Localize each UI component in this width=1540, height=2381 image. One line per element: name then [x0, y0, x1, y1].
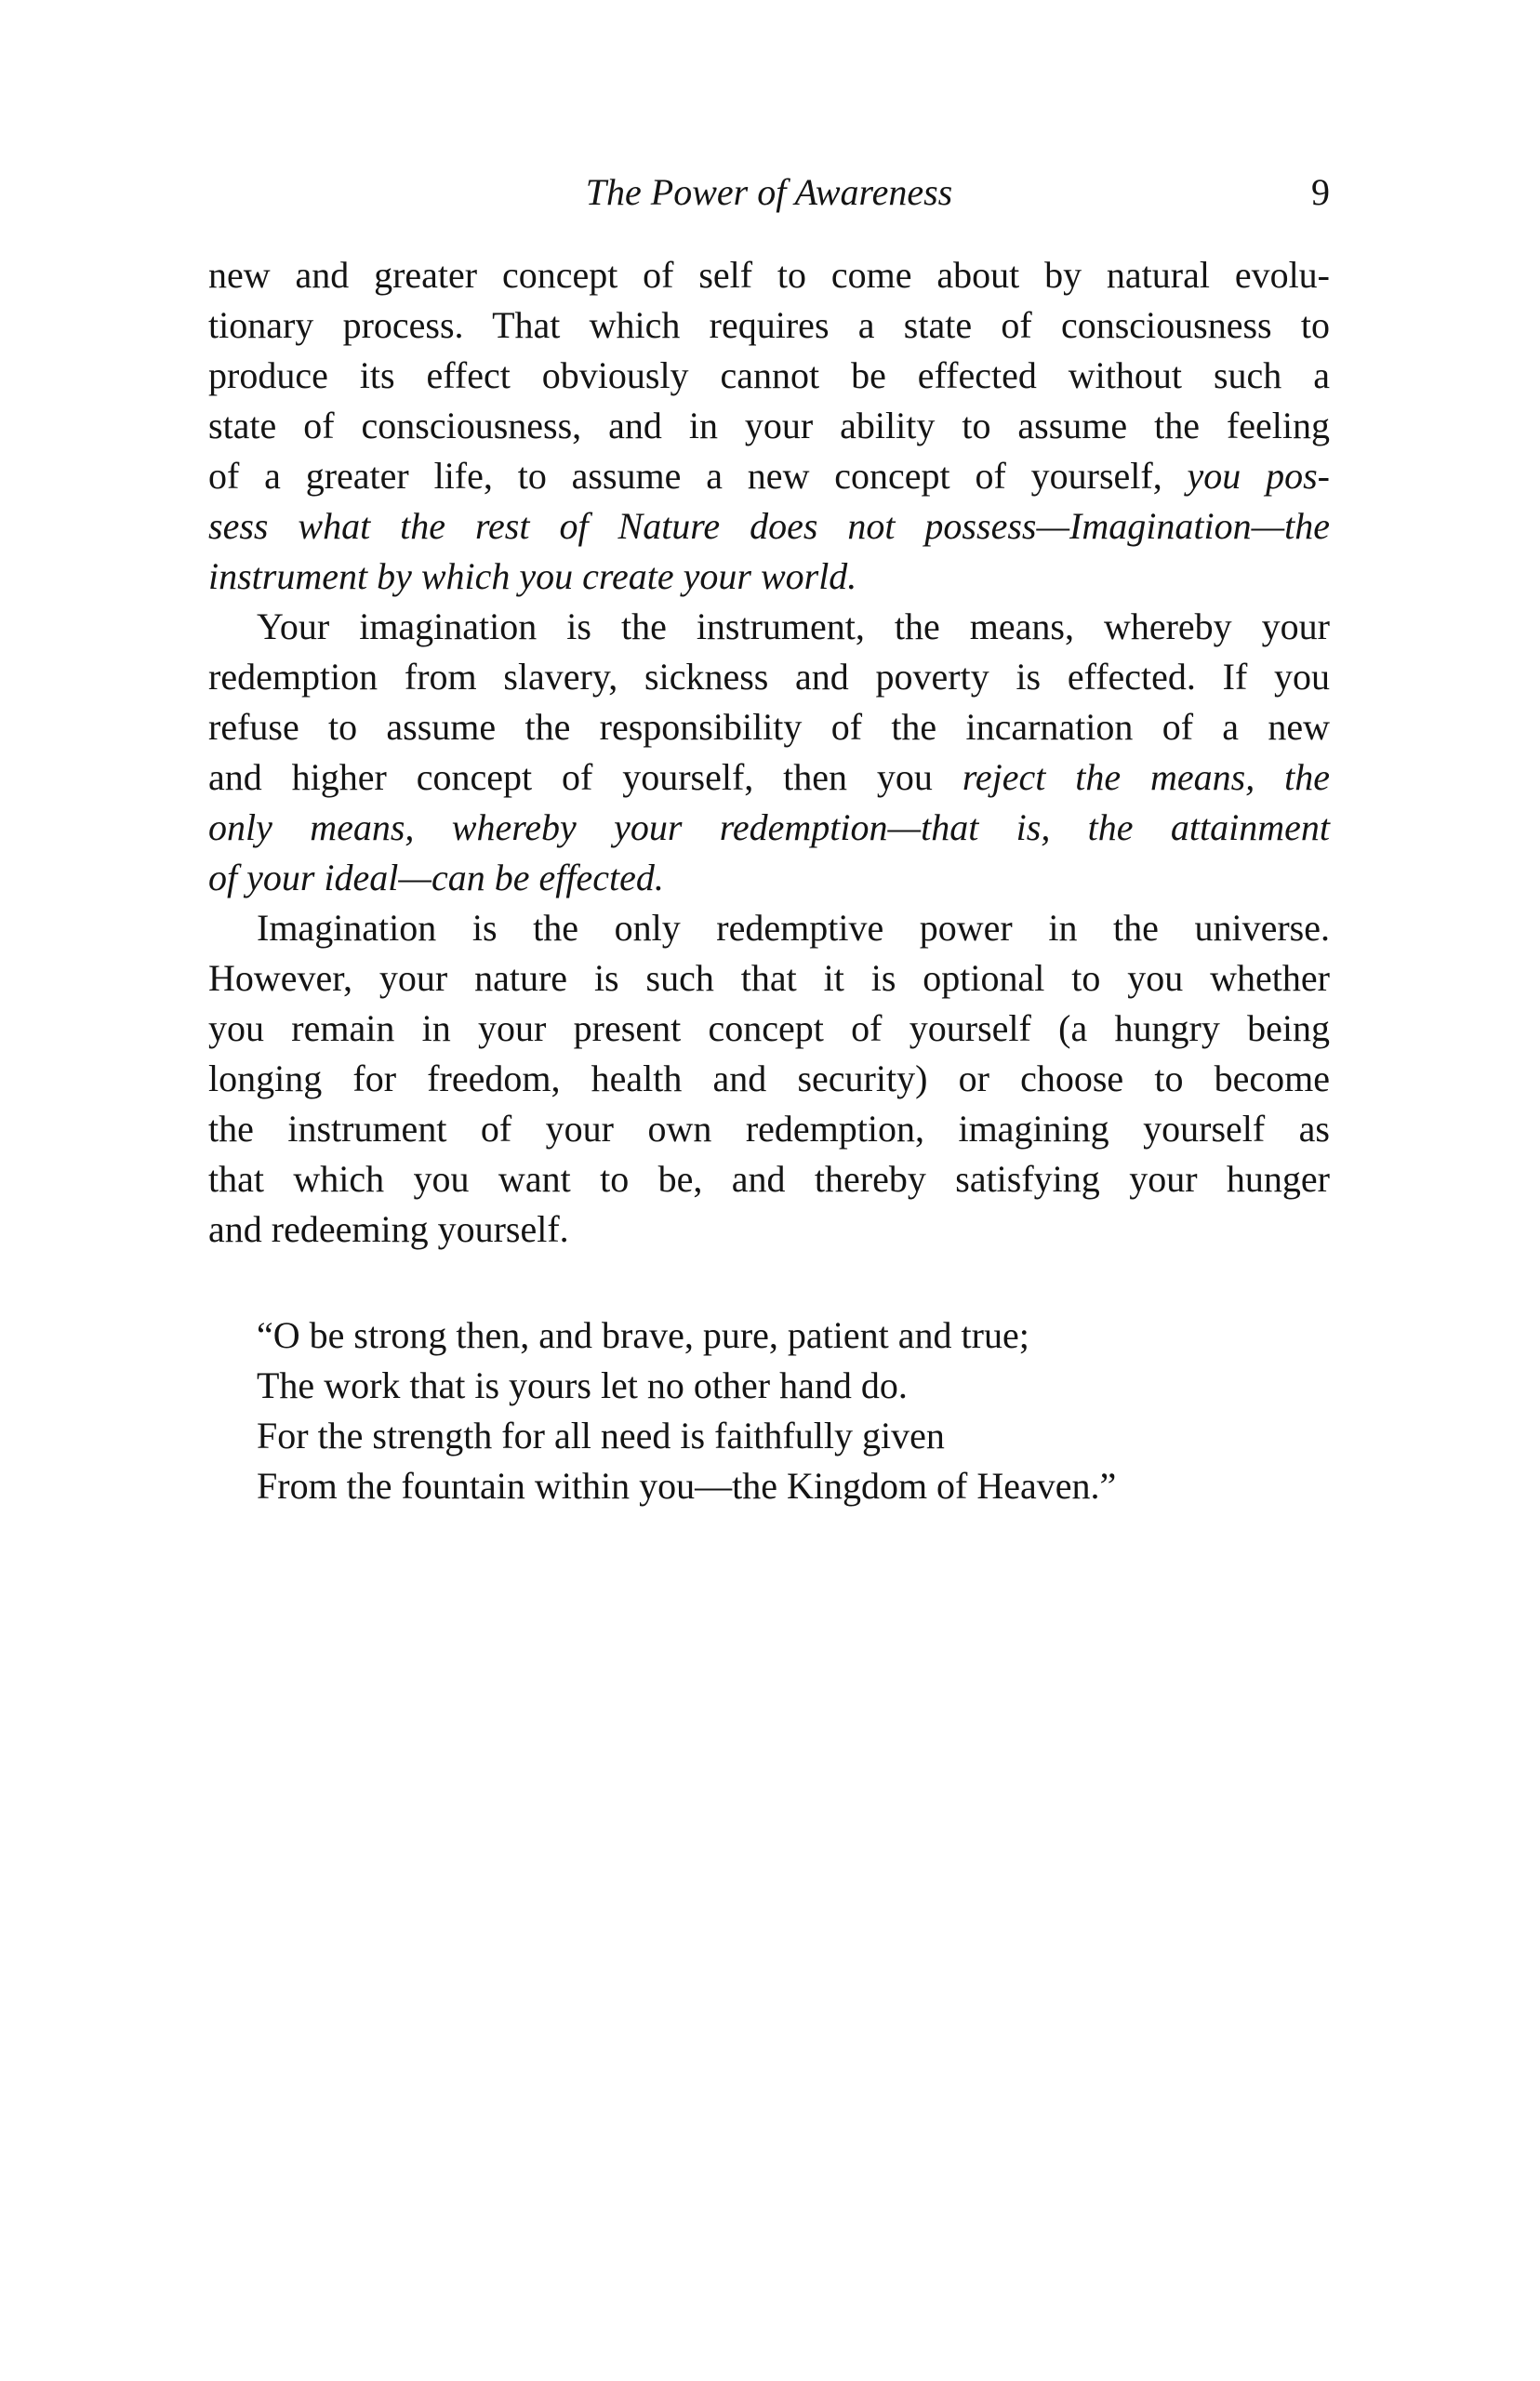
text-line	[208, 652, 1330, 702]
text-segment: and redeeming yourself.	[208, 1208, 569, 1250]
text-line	[208, 803, 1330, 853]
poem-line: For the strength for all need is faithfully given	[257, 1415, 945, 1457]
paragraph	[208, 250, 1330, 602]
text-line	[208, 351, 1330, 401]
text-line	[208, 752, 1330, 803]
text-line	[208, 552, 1330, 602]
text-segment: refuse to assume the responsibility of the incarnation of a new	[208, 706, 1330, 748]
text-line	[208, 903, 1330, 953]
italic-text-segment: of your ideal—can be effected.	[208, 857, 664, 898]
text-line	[208, 451, 1330, 501]
page-header	[208, 167, 1330, 218]
running-title: The Power of Awareness	[585, 171, 953, 213]
text-line	[208, 853, 1330, 903]
text-line	[208, 1004, 1330, 1054]
text-line	[208, 1154, 1330, 1204]
text-segment: state of consciousness, and in your ability to assume the feeling	[208, 405, 1330, 446]
text-line	[208, 953, 1330, 1004]
text-segment: you remain in your present concept of yourself (a hungry being	[208, 1007, 1330, 1049]
paragraph	[208, 602, 1330, 903]
italic-text-segment: instrument by which you create your world.	[208, 555, 857, 597]
text-segment: Your imagination is the instrument, the means, whereby your	[257, 605, 1330, 647]
text-segment: the instrument of your own redemption, imagining yourself as	[208, 1108, 1330, 1150]
italic-text-segment: only means, whereby your redemption—that is, the attainment	[208, 806, 1330, 848]
poem-block	[208, 1310, 1330, 1511]
italic-text-segment: reject the means, the	[962, 756, 1330, 798]
body-text	[208, 250, 1330, 1255]
text-segment: and higher concept of yourself, then you	[208, 756, 962, 798]
text-line	[208, 602, 1330, 652]
text-line	[208, 702, 1330, 752]
text-segment: tionary process. That which requires a state of consciousness to	[208, 304, 1330, 346]
italic-text-segment: you pos-	[1187, 455, 1330, 497]
text-segment: redemption from slavery, sickness and poverty is effected. If you	[208, 656, 1330, 698]
paragraph	[208, 903, 1330, 1255]
poem-line: From the fountain within you—the Kingdom of Heaven.”	[257, 1465, 1117, 1507]
italic-text-segment: sess what the rest of Nature does not possess—Imagination—the	[208, 505, 1330, 547]
text-line	[208, 501, 1330, 552]
text-segment: that which you want to be, and thereby satisfying your hunger	[208, 1158, 1330, 1200]
poem-line: “O be strong then, and brave, pure, patient and true;	[257, 1314, 1029, 1356]
text-segment: However, your nature is such that it is optional to you whether	[208, 957, 1330, 999]
text-segment: longing for freedom, health and security) or choose to become	[208, 1057, 1330, 1099]
text-line	[208, 1054, 1330, 1104]
text-segment: of a greater life, to assume a new concept of yourself,	[208, 455, 1188, 497]
page-number: 9	[1311, 171, 1330, 213]
text-line	[208, 300, 1330, 351]
poem-line: The work that is yours let no other hand do.	[257, 1364, 908, 1406]
text-segment: new and greater concept of self to come about by natural evolu-	[208, 254, 1330, 296]
text-line	[208, 401, 1330, 451]
text-line	[208, 1104, 1330, 1154]
text-segment: produce its effect obviously cannot be effected without such a	[208, 354, 1330, 396]
text-line	[208, 1204, 1330, 1255]
text-line	[208, 250, 1330, 300]
text-segment: Imagination is the only redemptive power in the universe.	[257, 907, 1330, 949]
